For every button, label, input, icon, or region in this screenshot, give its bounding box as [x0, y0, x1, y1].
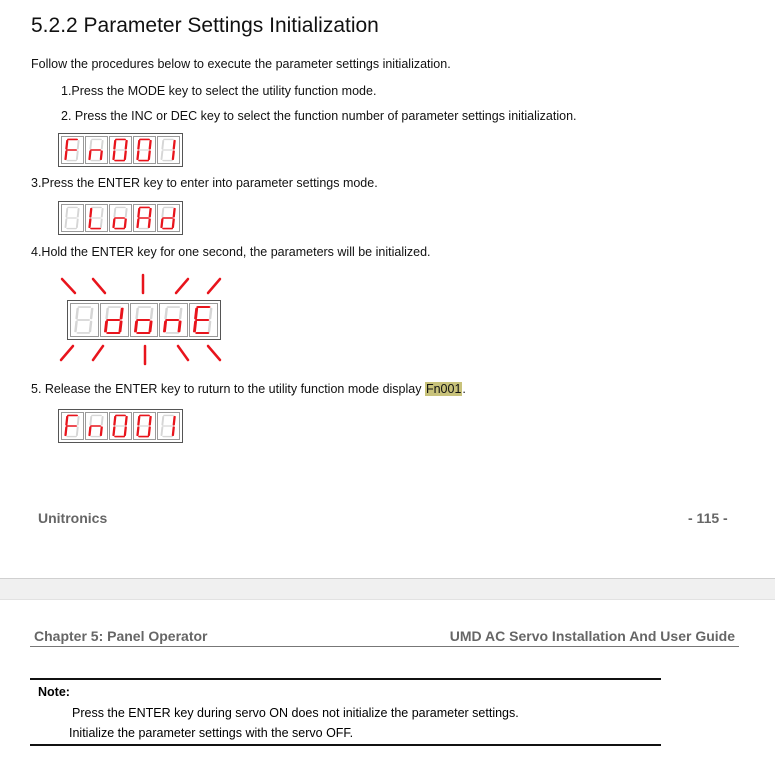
led-display-fn001-return — [58, 409, 183, 443]
note-top-rule — [30, 678, 661, 680]
led-digit — [159, 303, 188, 337]
led-digit — [100, 303, 129, 337]
note-line-1: Press the ENTER key during servo ON does not initialize the parameter settings. — [72, 706, 519, 720]
step-3-text: 3.Press the ENTER key to enter into parameter settings mode. — [31, 176, 378, 190]
header-guide-title: UMD AC Servo Installation And User Guide — [449, 628, 735, 644]
led-digit — [109, 136, 132, 164]
led-digit — [157, 204, 180, 232]
led-digit — [61, 204, 84, 232]
page-separator — [0, 578, 775, 600]
led-digit — [133, 204, 156, 232]
highlighted-code: Fn001 — [425, 382, 462, 396]
step-2-text: 2. Press the INC or DEC key to select the function number of parameter settings initialization. — [61, 109, 577, 123]
intro-text: Follow the procedures below to execute the parameter settings initialization. — [31, 57, 451, 71]
step-5-text-end: . — [462, 382, 466, 396]
led-digit — [85, 412, 108, 440]
led-digit — [189, 303, 218, 337]
led-display-fn001 — [58, 133, 183, 167]
led-digit — [61, 412, 84, 440]
led-digit — [109, 204, 132, 232]
led-display-load — [58, 201, 183, 235]
led-digit — [157, 136, 180, 164]
step-4-text: 4.Hold the ENTER key for one second, the parameters will be initialized. — [31, 245, 431, 259]
note-bottom-rule — [30, 744, 661, 746]
note-line-2: Initialize the parameter settings with the servo OFF. — [69, 726, 354, 740]
header-rule — [30, 646, 739, 647]
led-digit — [130, 303, 159, 337]
footer-brand: Unitronics — [38, 510, 108, 526]
step-5-text — [31, 382, 466, 396]
header-chapter: Chapter 5: Panel Operator — [34, 628, 208, 644]
led-display-done — [67, 300, 221, 340]
note-title: Note: — [38, 685, 70, 699]
section-title: 5.2.2 Parameter Settings Initialization — [31, 14, 379, 37]
led-digit — [109, 412, 132, 440]
led-digit — [85, 204, 108, 232]
led-digit — [61, 136, 84, 164]
led-digit — [133, 136, 156, 164]
step-1-text: 1.Press the MODE key to select the utility function mode. — [61, 84, 377, 98]
step-5-text-start: 5. Release the ENTER key to ruturn to the utility function mode display — [31, 382, 425, 396]
led-digit — [85, 136, 108, 164]
footer-page-number: - 115 - — [688, 510, 728, 526]
led-digit — [70, 303, 99, 337]
led-digit — [157, 412, 180, 440]
led-digit — [133, 412, 156, 440]
